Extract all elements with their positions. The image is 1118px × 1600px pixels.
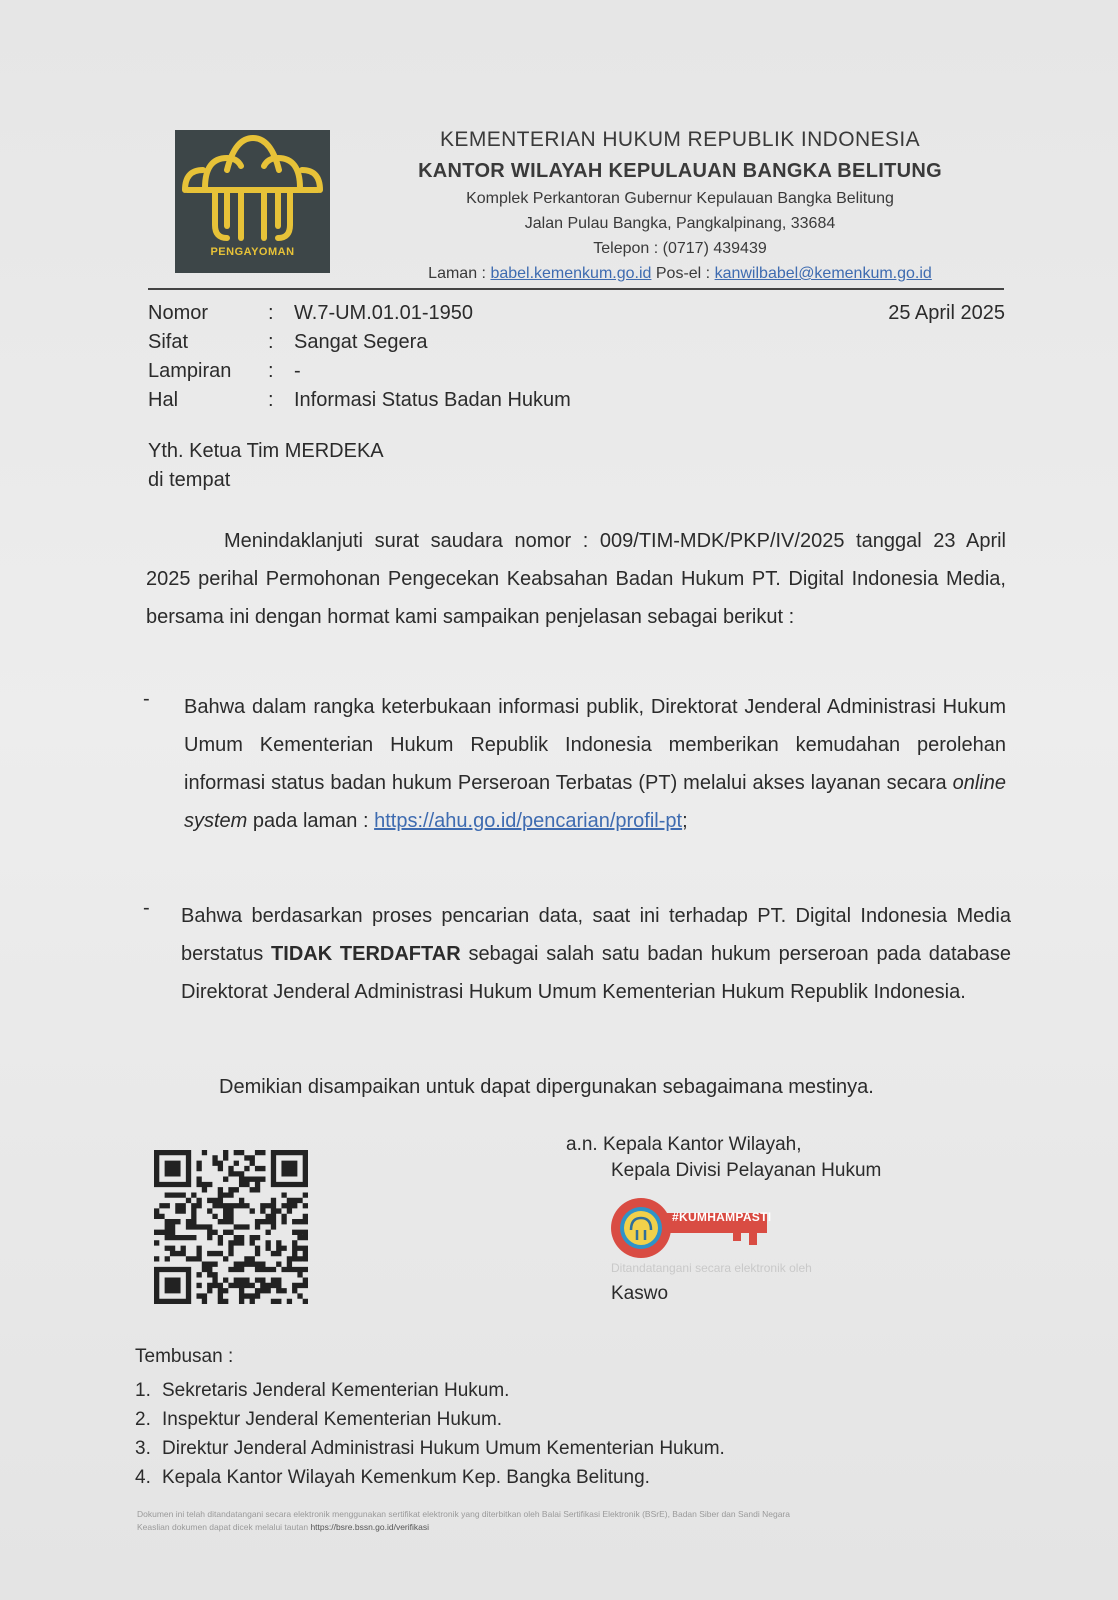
nomor-value: W.7-UM.01.01-1950 xyxy=(294,302,473,324)
website-link[interactable]: babel.kemenkum.go.id xyxy=(490,265,652,282)
point-2 xyxy=(181,897,1011,1011)
hal-value: Informasi Status Badan Hukum xyxy=(294,389,571,411)
colon: : xyxy=(268,331,274,353)
logo-caption: PENGAYOMAN xyxy=(210,246,295,258)
colon: : xyxy=(268,360,274,382)
point-2-text: Bahwa berdasarkan proses pencarian data, saat ini terhadap PT. Digital Indonesia Media berstatus xyxy=(181,905,1011,965)
ministry-name: KEMENTERIAN HUKUM REPUBLIK INDONESIA xyxy=(440,128,920,151)
colon: : xyxy=(268,389,274,411)
point-1-text: Bahwa dalam rangka keterbukaan informasi publik, Direktorat Jenderal Administrasi Hukum Umum Kementerian Hukum Republik Indonesia memberikan kemudahan perolehan informasi status badan hukum Perseroan Terbatas (PT) melalui akses layanan secara xyxy=(184,696,1006,794)
email-link[interactable]: kanwilbabel@kemenkum.go.id xyxy=(714,265,932,282)
list-item: 4. Kepala Kantor Wilayah Kemenkum Kep. Bangka Belitung. xyxy=(135,1467,650,1488)
bullet-dash: - xyxy=(143,897,150,919)
esign-stamp-icon xyxy=(609,1196,779,1260)
esign-note: Ditandatangani secara elektronik oleh xyxy=(611,1261,812,1275)
footer-line-1: Dokumen ini telah ditandatangani secara elektronik menggunakan sertifikat elektronik yang diterbitkan oleh Balai Sertifikasi Elektronik (BSrE), Badan Siber dan Sandi Negara xyxy=(137,1509,790,1519)
point-1-italic: online system xyxy=(184,772,1006,832)
lampiran-label: Lampiran xyxy=(148,360,232,382)
list-item: 1. Sekretaris Jenderal Kementerian Hukum. xyxy=(135,1380,510,1401)
phone-line: Telepon : (0717) 439439 xyxy=(593,240,767,257)
intro-paragraph xyxy=(146,522,1006,636)
verification-link[interactable]: https://bsre.bssn.go.id/verifikasi xyxy=(310,1522,430,1532)
footer-line-2: Keaslian dokumen dapat dicek melalui tautan xyxy=(137,1522,309,1532)
recipient-place: di tempat xyxy=(148,469,231,491)
lampiran-value: - xyxy=(294,360,301,382)
hal-label: Hal xyxy=(148,389,179,411)
point-2-text-b: sebagai salah satu badan hukum perseroan pada database Direktorat Jenderal Administrasi Hukum Umum Kementerian Hukum Republik Indonesia. xyxy=(181,943,1012,1003)
qr-modules xyxy=(154,1150,308,1304)
sifat-label: Sifat xyxy=(148,331,189,353)
footer-note xyxy=(137,1508,1012,1534)
tembusan-list xyxy=(135,1376,725,1492)
letter-date: 25 April 2025 xyxy=(888,302,1005,324)
nomor-label: Nomor xyxy=(148,302,209,324)
bullet-dash: - xyxy=(143,688,150,710)
qr-code[interactable] xyxy=(154,1150,308,1304)
list-item: 3. Direktur Jenderal Administrasi Hukum Umum Kementerian Hukum. xyxy=(135,1438,725,1459)
list-item: 2. Inspektur Jenderal Kementerian Hukum. xyxy=(135,1409,503,1430)
point-1-text-b: pada laman : xyxy=(252,810,369,832)
signature-position: Kepala Divisi Pelayanan Hukum xyxy=(611,1160,882,1181)
address-line-2: Jalan Pulau Bangka, Pangkalpinang, 33684 xyxy=(524,215,836,232)
sifat-value: Sangat Segera xyxy=(294,331,428,353)
signer-name: Kaswo xyxy=(611,1283,669,1304)
posel-label: Pos-el : xyxy=(655,265,711,282)
point-1 xyxy=(184,688,1006,840)
colon: : xyxy=(268,302,274,324)
stamp-hashtag: #KUMHAMPASTI xyxy=(672,1210,772,1224)
contact-line xyxy=(355,265,1005,283)
laman-label: Laman : xyxy=(428,265,486,282)
point-1-end: ; xyxy=(682,810,688,832)
signature-an-line: a.n. Kepala Kantor Wilayah, xyxy=(566,1134,802,1155)
status-bold: TIDAK TERDAFTAR xyxy=(271,943,461,965)
recipient-line: Yth. Ketua Tim MERDEKA xyxy=(148,440,384,462)
office-name: KANTOR WILAYAH KEPULAUAN BANGKA BELITUNG xyxy=(418,160,942,182)
tembusan-title: Tembusan : xyxy=(135,1346,234,1367)
intro-text: Menindaklanjuti surat saudara nomor : 009/TIM-MDK/PKP/IV/2025 tanggal 23 April 2025 perihal Permohonan Pengecekan Keabsahan Badan Hukum PT. Digital Indonesia Media, bersama ini dengan hormat kami sampaikan penjelasan sebagai berikut : xyxy=(146,530,1006,628)
ahu-link[interactable]: https://ahu.go.id/pencarian/profil-pt xyxy=(374,810,683,832)
closing-line: Demikian disampaikan untuk dapat dipergunakan sebagaimana mestinya. xyxy=(219,1076,874,1098)
letterhead-divider xyxy=(148,288,1004,290)
ministry-logo xyxy=(175,130,330,273)
address-line-1: Komplek Perkantoran Gubernur Kepulauan Bangka Belitung xyxy=(466,190,894,207)
